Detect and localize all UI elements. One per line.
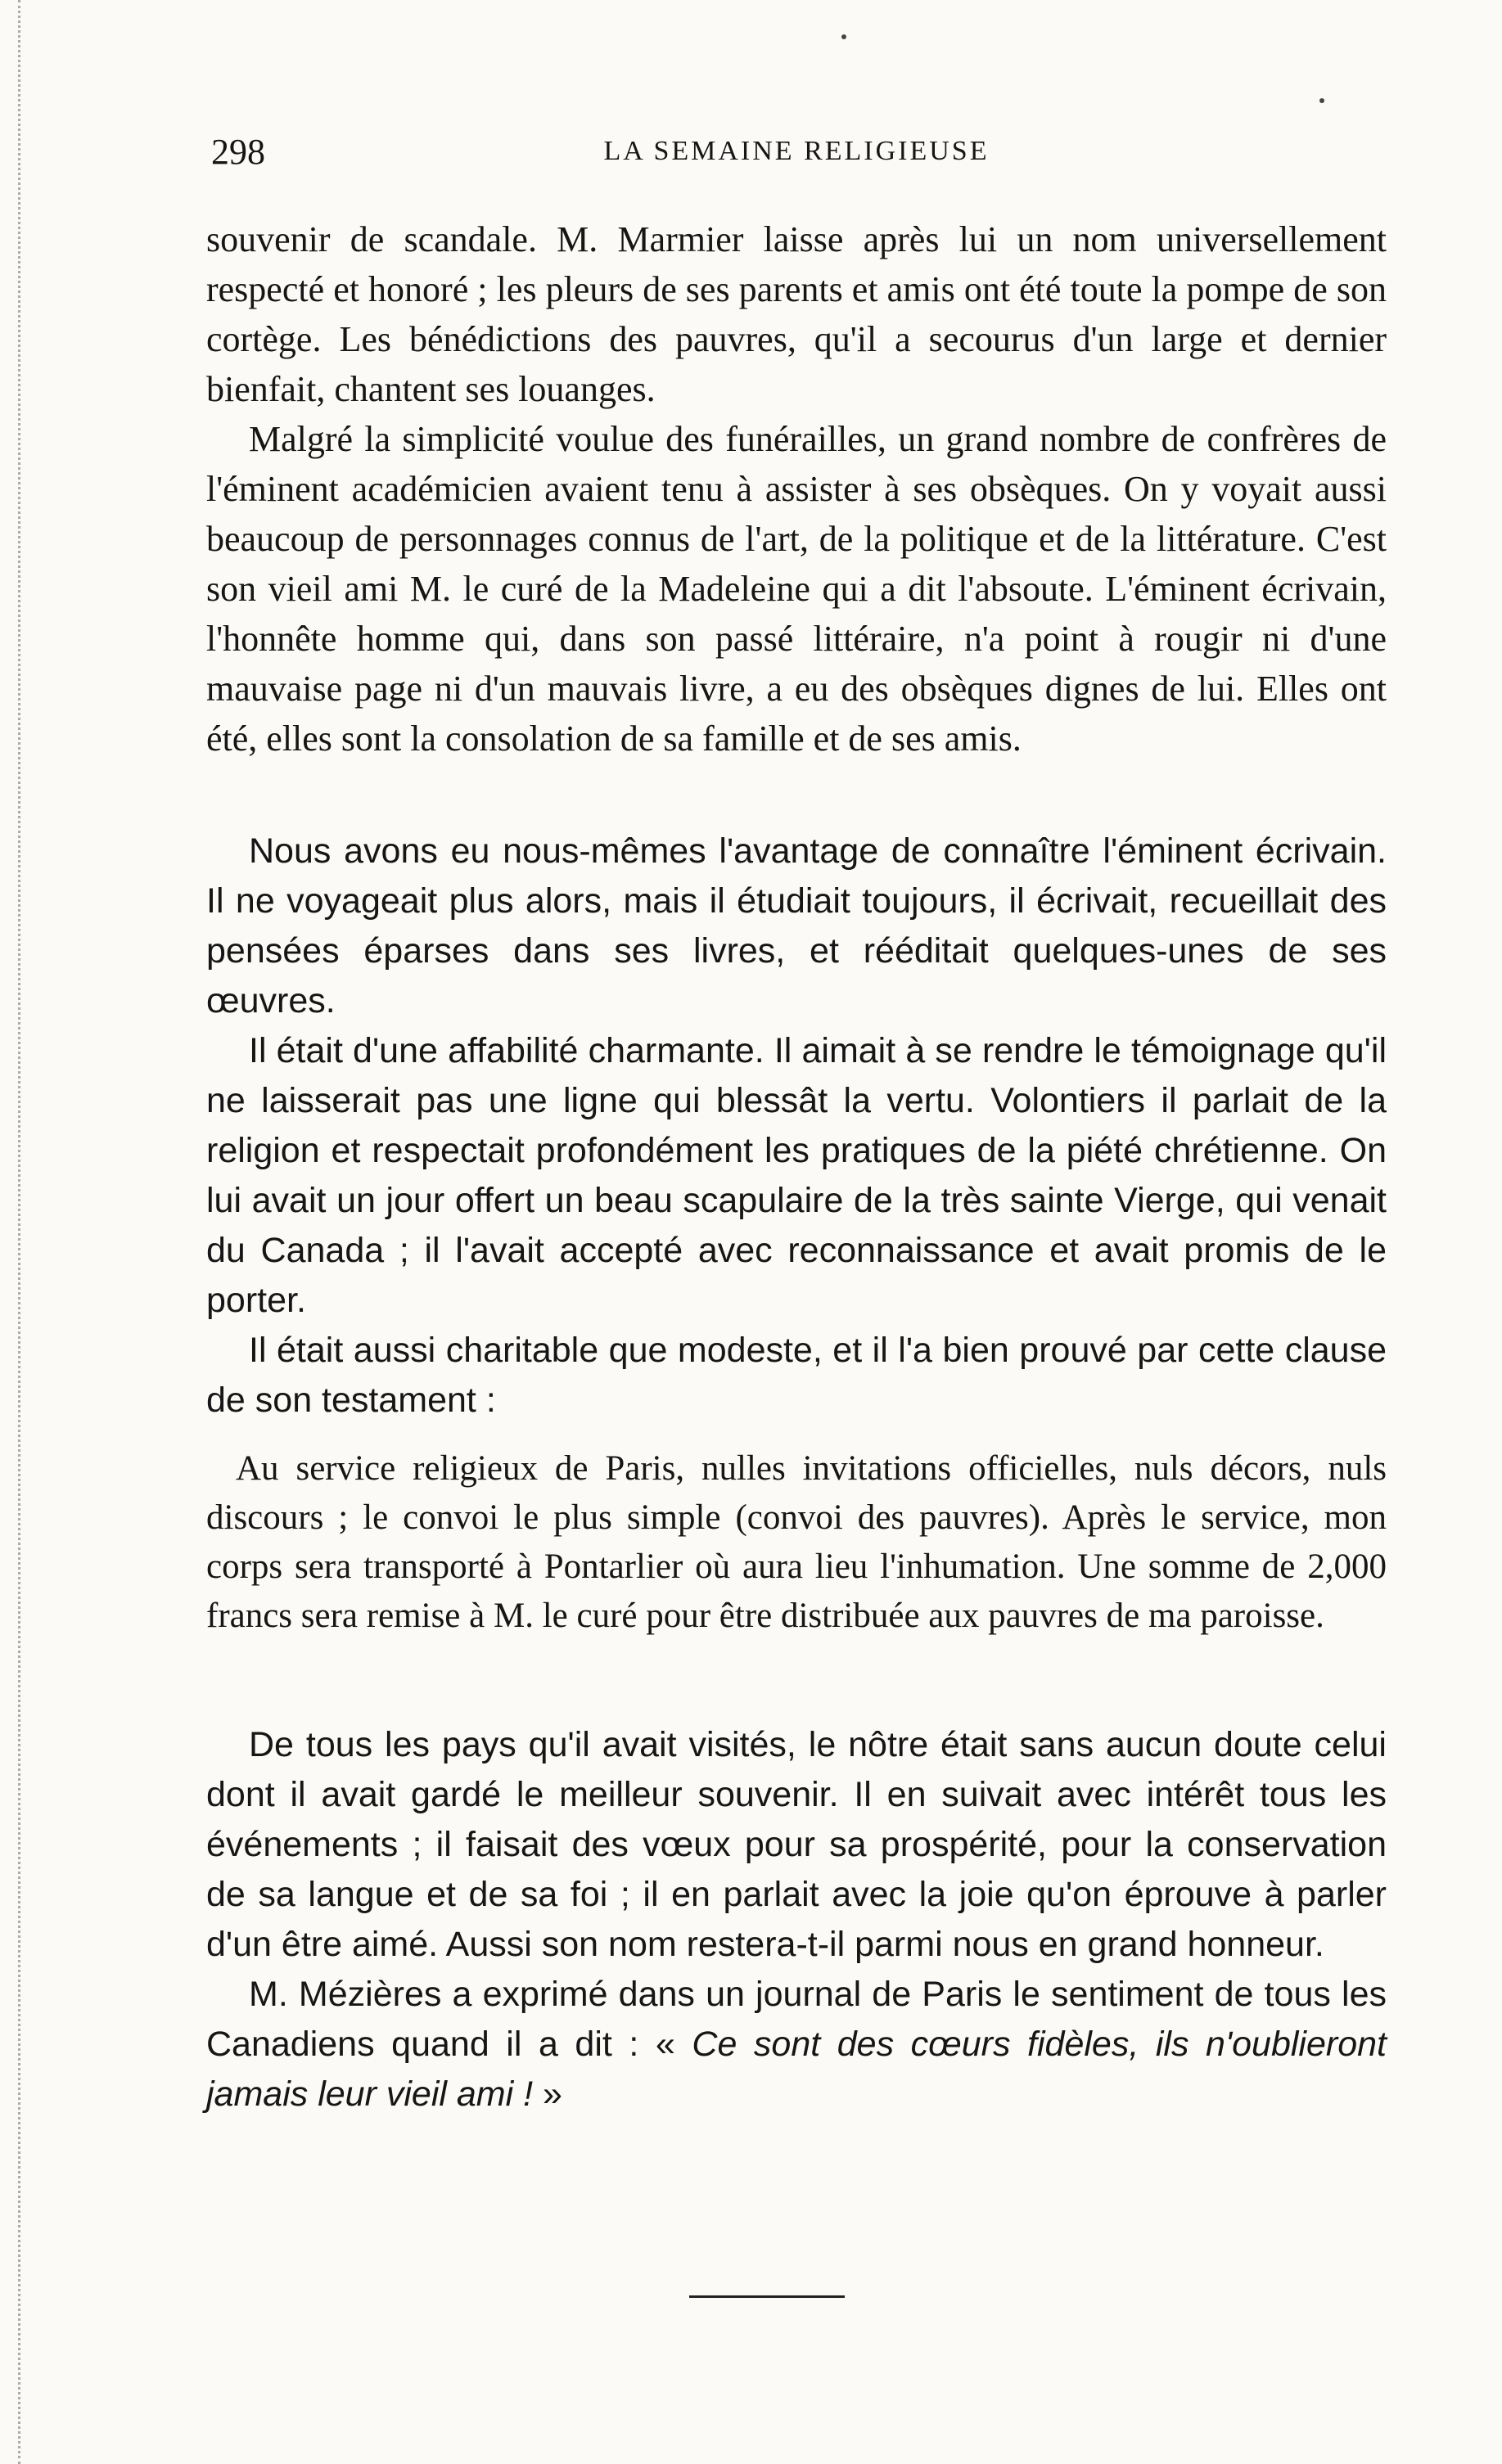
paragraph-continuation: souvenir de scandale. M. Marmier laisse après lui un nom universellement respecté et honoré ; les pleurs de ses parents et amis ont été toute la pompe de son cortège. Les bénédictions des pauvres, qu'il a secourus d'un large et dernier bienfait, chantent ses louanges. bbox=[206, 219, 1387, 409]
running-title: LA SEMAINE RELIGIEUSE bbox=[603, 136, 990, 166]
paragraph-canada: De tous les pays qu'il avait visités, le nôtre était sans aucun doute celui dont il avait gardé le meilleur souvenir. Il en suivait avec intérêt tous les événements ; il faisait des vœux pour sa prospérité, pour la conservation de sa langue et de sa foi ; il en parlait avec la joie qu'on éprouve à parler d'un être aimé. Aussi son nom restera-t-il parmi nous en grand honneur. bbox=[206, 1725, 1387, 1964]
paragraph-acquaintance: Nous avons eu nous-mêmes l'avantage de connaître l'éminent écrivain. Il ne voyageait plus alors, mais il étudiait toujours, il écrivait, recueillait des pensées éparses dans ses livres, et rééditait quelques-unes de ses œuvres. bbox=[206, 831, 1387, 1020]
article-section-2 bbox=[206, 827, 1387, 1426]
mezieres-quote: Ce sont des cœurs fidèles, ils n'oublieront jamais leur vieil ami ! bbox=[206, 2025, 1387, 2114]
paragraph-funerals: Malgré la simplicité voulue des funérailles, un grand nombre de confrères de l'éminent académicien avaient tenu à assister à ses obsèques. On y voyait aussi beaucoup de personnages connus de l'art, de la politique et de la littérature. C'est son vieil ami M. le curé de la Madeleine qui a dit l'absoute. L'éminent écrivain, l'honnête homme qui, dans son passé littéraire, n'a point à rougir ni d'une mauvaise page ni d'un mauvais livre, a eu des obsèques dignes de lui. Elles ont été, elles sont la consolation de sa famille et de ses amis. bbox=[206, 419, 1387, 759]
testament-quote bbox=[206, 1444, 1387, 1641]
testament-text: Au service religieux de Paris, nulles invitations officielles, nuls décors, nuls discours ; le convoi le plus simple (convoi des pauvres). Après le service, mon corps sera transporté à Pontarlier où aura lieu l'inhumation. Une somme de 2,000 francs sera remise à M. le curé pour être distribuée aux pauvres de ma paroisse. bbox=[206, 1449, 1387, 1635]
article-section-1 bbox=[206, 214, 1387, 764]
binding-edge bbox=[0, 0, 20, 2464]
mezieres-lead: M. Mézières a exprimé dans un journal de Paris le sentiment de tous les Canadiens quand il a dit : « bbox=[206, 1975, 1387, 2064]
paragraph-charity: Il était aussi charitable que modeste, et il l'a bien prouvé par cette clause de son testament : bbox=[206, 1331, 1387, 1420]
paragraph-mezieres bbox=[206, 1970, 1387, 2119]
mezieres-close: » bbox=[533, 2074, 562, 2114]
page-number: 298 bbox=[211, 132, 265, 172]
end-rule bbox=[689, 2295, 845, 2298]
running-head bbox=[211, 131, 1382, 180]
article-section-3 bbox=[206, 1720, 1387, 2119]
paragraph-affability: Il était d'une affabilité charmante. Il aimait à se rendre le témoignage qu'il ne laisserait pas une ligne qui blessât la vertu. Volontiers il parlait de la religion et respectait profondément les pratiques de la piété chrétienne. On lui avait un jour offert un beau scapulaire de la très sainte Vierge, qui venait du Canada ; il l'avait accepté avec reconnaissance et avait promis de le porter. bbox=[206, 1031, 1387, 1320]
print-speck bbox=[1319, 98, 1324, 103]
print-speck bbox=[841, 34, 846, 39]
